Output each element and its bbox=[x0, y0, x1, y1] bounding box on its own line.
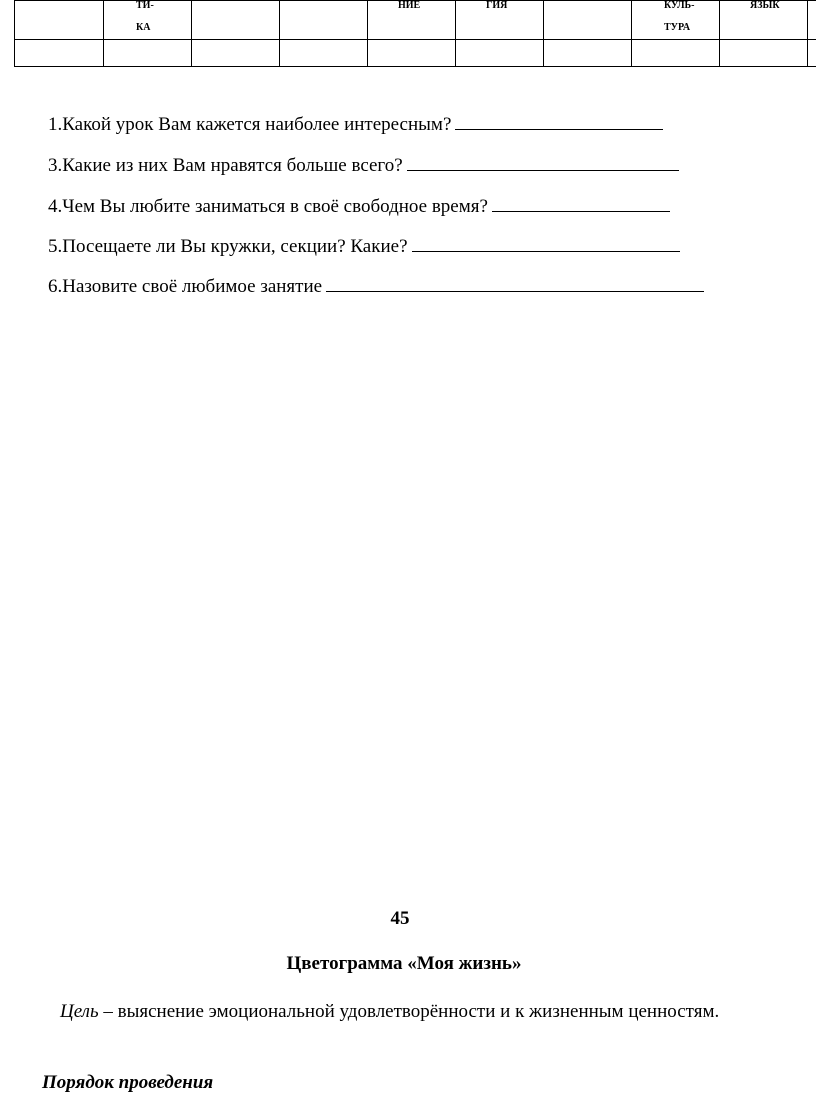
table-cell[interactable] bbox=[280, 40, 368, 67]
question-text: 3.Какие из них Вам нравятся больше всего? bbox=[48, 155, 403, 176]
table-cell[interactable] bbox=[104, 40, 192, 67]
table-cell[interactable] bbox=[456, 40, 544, 67]
question-text: 6.Назовите своё любимое занятие bbox=[48, 276, 323, 297]
table-cell[interactable] bbox=[192, 40, 280, 67]
table-header-cell bbox=[192, 1, 280, 40]
table-header-cell: ГИЯ bbox=[456, 1, 544, 40]
table-cell[interactable] bbox=[632, 40, 720, 67]
question-4 bbox=[48, 193, 670, 219]
goal-label: Цель bbox=[60, 1001, 99, 1022]
table-header-cell: ТИ- КА bbox=[104, 1, 192, 40]
subjects-table bbox=[14, 0, 816, 67]
question-3 bbox=[48, 152, 679, 178]
question-text: 1.Какой урок Вам кажется наиболее интересным? bbox=[48, 114, 452, 135]
procedure-heading: Порядок проведения bbox=[42, 1072, 214, 1093]
table-cell[interactable] bbox=[720, 40, 808, 67]
table-header-cell bbox=[280, 1, 368, 40]
table-cell[interactable] bbox=[808, 40, 816, 67]
table-header-cell bbox=[15, 1, 104, 40]
answer-line[interactable] bbox=[407, 152, 679, 171]
table-row bbox=[15, 40, 816, 67]
table-header-row bbox=[15, 1, 816, 40]
goal-text: – выяснение эмоциональной удовлетворённости и к жизненным ценностям. bbox=[98, 1001, 720, 1022]
question-6 bbox=[48, 273, 704, 299]
goal-paragraph bbox=[14, 991, 794, 1033]
answer-line[interactable] bbox=[326, 273, 704, 292]
table-header-cell: КУЛЬ- ТУРА bbox=[632, 1, 720, 40]
answer-line[interactable] bbox=[492, 193, 670, 212]
table-header-cell: ЯЗЫК bbox=[720, 1, 808, 40]
table-cell[interactable] bbox=[544, 40, 632, 67]
page-number: 45 bbox=[390, 908, 410, 929]
table-cell[interactable] bbox=[15, 40, 104, 67]
question-5 bbox=[48, 233, 680, 259]
question-text: 5.Посещаете ли Вы кружки, секции? Какие? bbox=[48, 236, 408, 257]
table-header-cell: НИЕ bbox=[368, 1, 456, 40]
table-cell[interactable] bbox=[368, 40, 456, 67]
section-title: Цветограмма «Моя жизнь» bbox=[286, 953, 522, 974]
answer-line[interactable] bbox=[455, 111, 663, 130]
question-text: 4.Чем Вы любите заниматься в своё свободное время? bbox=[48, 196, 488, 217]
table-header-cell bbox=[808, 1, 816, 40]
table-header-cell bbox=[544, 1, 632, 40]
answer-line[interactable] bbox=[412, 233, 680, 252]
question-1 bbox=[48, 111, 663, 137]
